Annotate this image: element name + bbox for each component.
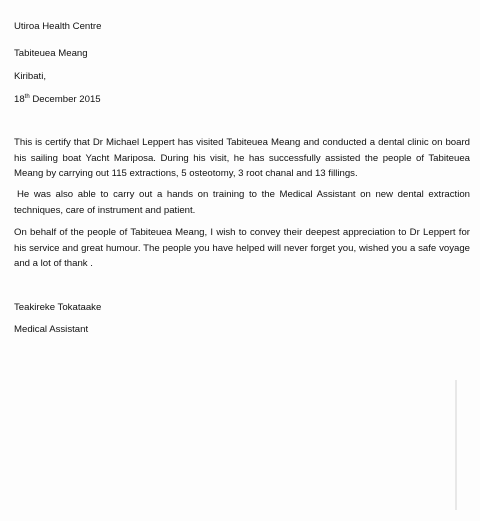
body-paragraph-2: He was also able to carry out a hands on training to the Medical Assistant on new dental extraction techniques, care of instrument and patient. [14, 189, 470, 216]
signatory-name: Teakireke Tokataake [14, 302, 102, 313]
body-paragraph-1: This is certify that Dr Michael Leppert has visited Tabiteuea Meang and conducted a dental clinic on board his sailing boat Yacht Mariposa. During his visit, he has successfully assisted the people of Tabiteuea Meang by carrying out 115 extractions, 5 osteotomy, 3 root chanal and 13 fillings. [14, 137, 470, 179]
date-day: 18 [14, 94, 25, 105]
organization-name: Utiroa Health Centre [14, 21, 102, 32]
country-name: Kiribati, [14, 71, 46, 82]
body-paragraph-3: On behalf of the people of Tabiteuea Meang, I wish to convey their deepest appreciation to Dr Leppert for his service and great humour. The people you have helped will never forget you, wished you a safe voyage and a lot of thank . [14, 227, 470, 269]
scan-edge-mark [455, 380, 457, 510]
island-name: Tabiteuea Meang [14, 48, 88, 59]
date-suffix: th [24, 93, 30, 100]
date-month-year: December 2015 [29, 94, 101, 105]
signatory-title: Medical Assistant [14, 324, 89, 335]
letter-date [14, 92, 101, 108]
